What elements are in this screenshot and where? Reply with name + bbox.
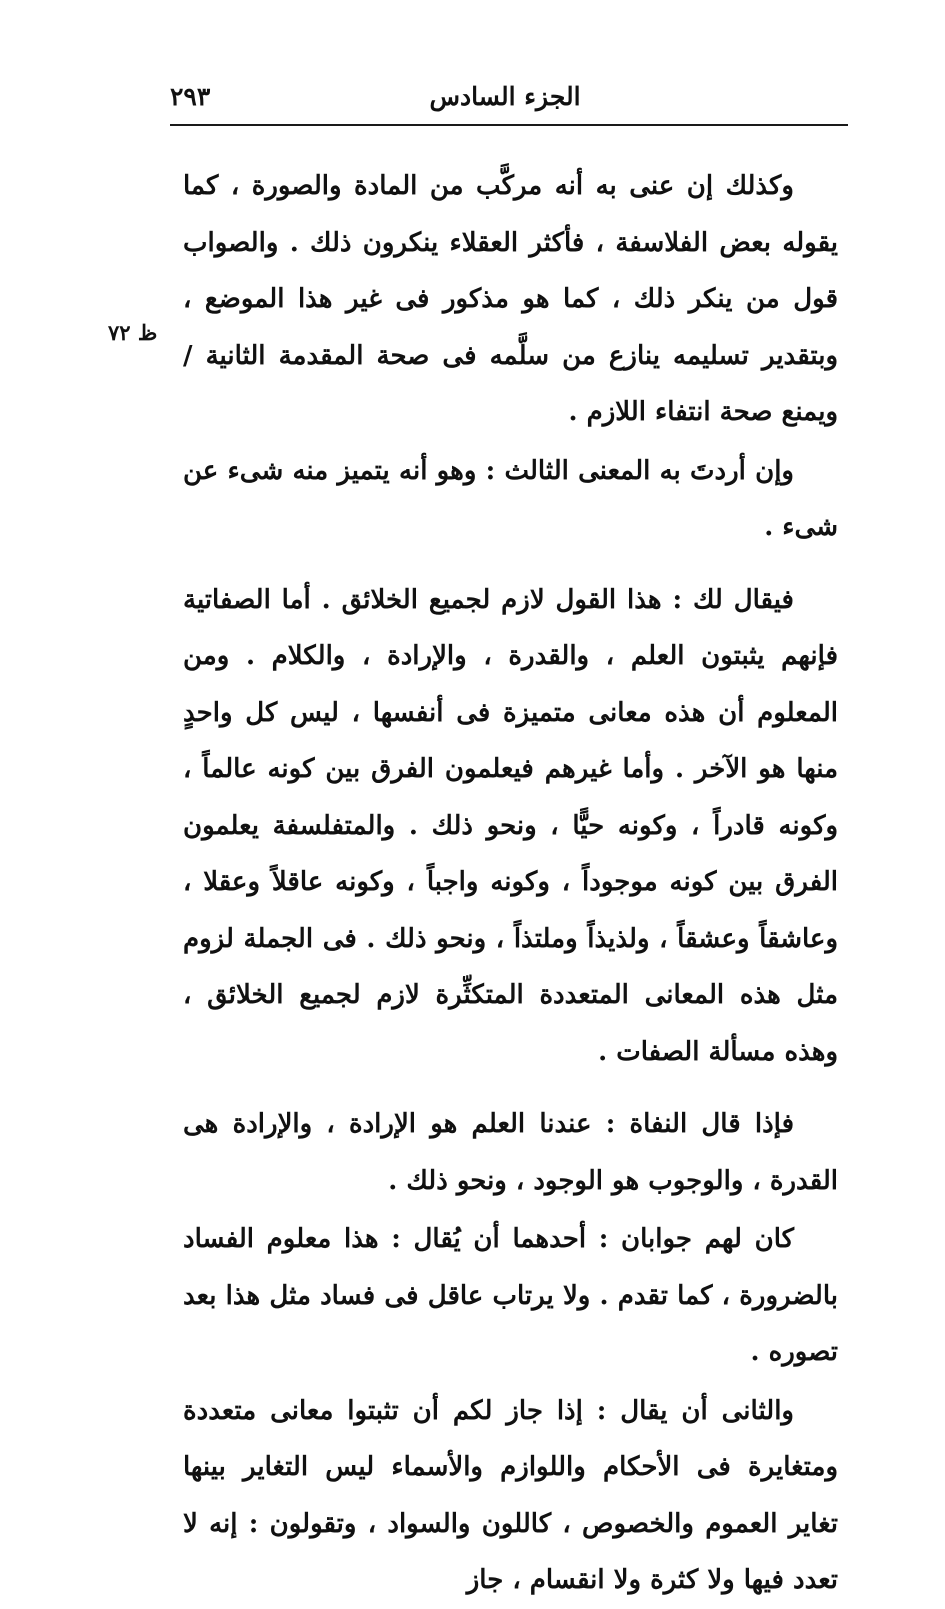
paragraph: وإن أردتَ به المعنى الثالث : وهو أنه يتميز منه شىء عن شىء . [183,455,838,542]
paragraph: فيقال لك : هذا القول لازم لجميع الخلائق . أما الصفاتية فإنهم يثبتون العلم ، والقدرة ، والإرادة ، والكلام . ومن المعلوم أن هذه معانى متميزة فى أنفسها ، ليس كل واحدٍ منها هو الآخر . وأما غيرهم فيعلمون الفرق بين كونه عالماً ، وكونه قادراً ، وكونه حيًّا ، ونحو ذلك . والمتفلسفة يعلمون الفرق بين كونه موجوداً ، وكونه واجباً ، وكونه عاقلاً وعقلا ، وعاشقاً وعشقاً ، ولذيذاً وملتذاً ، ونحو ذلك . فى الجملة لزوم مثل هذه المعانى المتعددة المتكثِّرة لازم لجميع الخلائق ، وهذه مسألة الصفات . [183,584,838,1067]
paragraph: والثانى أن يقال : إذا جاز لكم أن تثبتوا معانى متعددة ومتغايرة فى الأحكام واللوازم والأسماء ليس التغاير بينها تغاير العموم والخصوص ، كاللون والسواد ، وتقولون : إنه لا تعدد فيها ولا كثرة ولا انقسام ، جاز [183,1395,838,1595]
margin-note: ظ ٧٢ [108,320,158,345]
page-number: ٢٩٣ [170,82,211,111]
page-header [170,82,840,122]
page-body [183,158,838,1609]
paragraph: وكذلك إن عنى به أنه مركَّب من المادة والصورة ، كما يقوله بعض الفلاسفة ، فأكثر العقلاء ينكرون ذلك . والصواب قول من ينكر ذلك ، كما هو مذكور فى غير هذا الموضع ، وبتقدير تسليمه ينازع من سلَّمه فى صحة المقدمة الثانية / ويمنع صحة انتفاء اللازم . [183,171,838,427]
paragraph: كان لهم جوابان : أحدهما أن يُقال : هذا معلوم الفساد بالضرورة ، كما تقدم . ولا يرتاب عاقل فى فساد مثل هذا بعد تصوره . [183,1224,838,1367]
running-title: الجزء السادس [429,82,581,111]
paragraph: فإذا قال النفاة : عندنا العلم هو الإرادة ، والإرادة هى القدرة ، والوجوب هو الوجود ، ونحو ذلك . [183,1109,838,1196]
header-rule [170,124,848,126]
